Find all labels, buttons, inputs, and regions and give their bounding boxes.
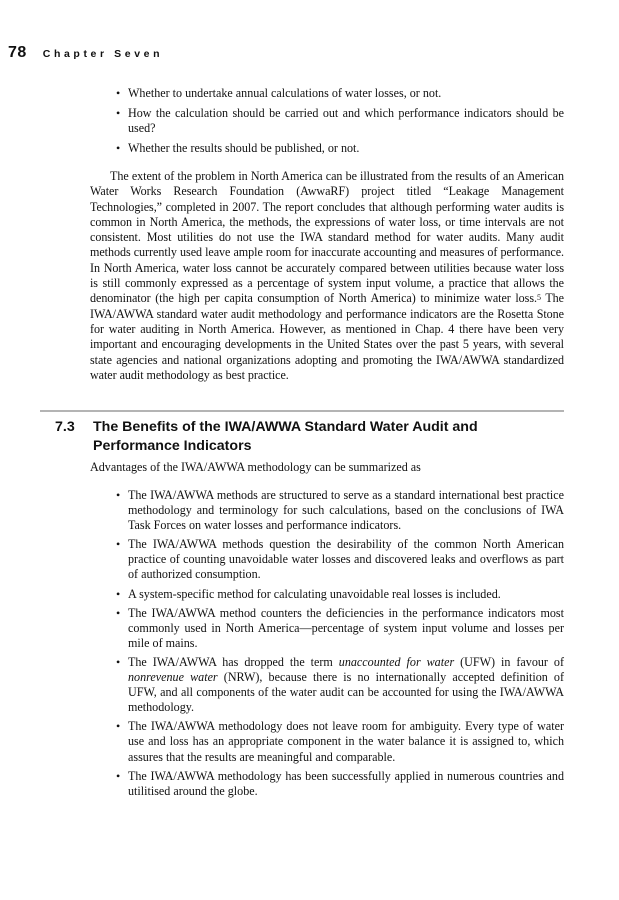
footnote-reference[interactable]: 5	[536, 293, 541, 303]
bullet-icon: •	[116, 86, 121, 100]
list-item-text: The IWA/AWWA method counters the deficiencies in the performance indicators most commonly used in North America—percentage of system input volume and losses per mile of mains.	[128, 605, 564, 650]
list-item-text: The IWA/AWWA methodology has been successfully applied in numerous countries and utilitised around the globe.	[128, 768, 564, 798]
text-run: The IWA/AWWA has dropped the term	[128, 654, 339, 669]
section-divider	[40, 410, 564, 412]
section-title: The Benefits of the IWA/AWWA Standard Water Audit and Performance Indicators	[93, 419, 478, 454]
term-nonrevenue-water: nonrevenue water	[128, 670, 218, 685]
page-number: 78	[8, 44, 27, 61]
list-item	[116, 106, 564, 136]
running-head	[8, 44, 163, 66]
bullet-icon: •	[116, 586, 121, 601]
section-number: 7.3	[55, 419, 75, 435]
list-item-text: Whether the results should be published, or not.	[128, 141, 360, 155]
list-item-text: The IWA/AWWA methods question the desirability of the common North American practice of counting unavoidable water losses and discovered leaks and overflows as part of authorized consumption.	[128, 537, 564, 582]
list-item	[116, 488, 564, 533]
text-run: (UFW) in favour of	[454, 654, 564, 669]
bullet-icon: •	[116, 488, 121, 502]
list-item-text: The IWA/AWWA methods are structured to serve as a standard international best practice methodology and terminology for such calculations, based on the conclusions of IWA Task Forces on water losses and performance indicators.	[128, 488, 564, 533]
bullet-icon: •	[116, 537, 121, 552]
list-item-text: How the calculation should be carried out and which performance indicators should be used?	[128, 106, 564, 135]
list-item	[116, 769, 564, 799]
list-item	[116, 655, 564, 715]
bullet-icon: •	[116, 654, 121, 669]
bullet-icon: •	[116, 605, 121, 620]
list-item	[116, 86, 564, 101]
bullet-icon: •	[116, 768, 121, 783]
bullet-icon: •	[116, 106, 121, 120]
question-list	[116, 86, 564, 161]
list-item-text: The IWA/AWWA methodology does not leave room for ambiguity. Every type of water use and loss has an appropriate component in the water balance it is assigned to, which assures that the results are meaningful and comparable.	[128, 719, 564, 764]
list-item-text	[128, 655, 564, 714]
text-run: (NRW), because there is no internationally accepted definition of UFW, and all components of the water audit can be accounted for using the IWA/AWWA methodology.	[128, 670, 564, 715]
term-unaccounted-for-water: unaccounted for water	[338, 654, 455, 669]
list-item	[116, 141, 564, 156]
body-paragraph	[90, 169, 564, 383]
list-item-text: A system-specific method for calculating unavoidable real losses is included.	[128, 586, 501, 601]
paragraph-text-start: The extent of the problem in North America can be illustrated from the results of an American Water Works Research Foundation (AwwaRF) project titled “Leakage Management Technologies,” completed in 2007. The report concludes that although performing water audits is common in North America, the methods, the expressions of water loss, or time intervals are not consistent. Most utilities do not use the IWA standard method for water audits. Many audit methods currently used leave ample room for inaccurate accounting and measures of performance. In North America, water loss cannot be accurately compared between utilities because water loss is still commonly expressed as a percentage of system input volume, a practice that allows the denominator (the high per capita consumption of North America) to minimize water loss.	[90, 169, 564, 306]
list-item	[116, 719, 564, 764]
paragraph-text-end: The IWA/AWWA standard water audit methodology and performance indicators are the Rosetta Stone for water auditing in North America. However, as mentioned in Chap. 4 there have been very important and encouraging developments in the United States over the past 5 years, with several state agencies and national organizations adopting and promoting the IWA/AWWA standardized water audit methodology as best practice.	[90, 291, 564, 382]
section-intro: Advantages of the IWA/AWWA methodology can be summarized as	[90, 460, 421, 474]
advantages-list	[116, 488, 564, 803]
bullet-icon: •	[116, 141, 121, 155]
section-heading	[55, 418, 565, 456]
bullet-icon: •	[116, 719, 121, 734]
list-item	[116, 537, 564, 582]
chapter-label: Chapter Seven	[42, 48, 164, 60]
list-item	[116, 587, 564, 602]
list-item-text: Whether to undertake annual calculations of water losses, or not.	[128, 86, 442, 100]
list-item	[116, 606, 564, 651]
